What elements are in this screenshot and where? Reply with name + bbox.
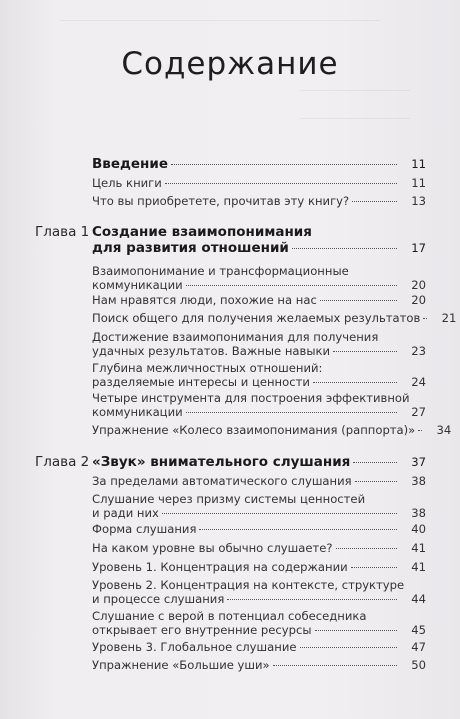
toc-entry (92, 423, 452, 437)
leader-dots (165, 183, 397, 184)
toc-page-number: 38 (411, 474, 426, 488)
toc-entry (92, 391, 426, 419)
leader-dots (292, 248, 397, 249)
toc-entry-label: открывает его внутренние ресурсы (92, 623, 312, 637)
toc-entry-label: Упражнение «Колесо взаимопонимания (раппорта)» (92, 423, 416, 437)
leader-dots (315, 630, 397, 631)
toc-page-number: 20 (411, 278, 426, 292)
toc-entry-label: и процессе слушания (92, 592, 225, 606)
toc-entry (92, 194, 426, 208)
toc-entry-label: коммуникации (92, 405, 183, 419)
toc-entry (92, 560, 426, 574)
toc-entry-label: За пределами автоматического слушания (92, 474, 352, 488)
toc-page-number: 27 (411, 405, 426, 419)
toc-entry-label: На каком уровне вы обычно слушаете? (92, 541, 333, 555)
toc-entry-line: Уровень 2. Концентрация на контексте, структуре (92, 578, 405, 592)
toc-page-number: 13 (411, 194, 426, 208)
toc-entry (92, 264, 426, 292)
toc-page-number: 20 (411, 293, 426, 307)
leader-dots (313, 382, 397, 383)
toc-entry-label: и ради них (92, 506, 159, 520)
toc-page-number: 41 (411, 541, 426, 555)
toc-page-number: 11 (411, 157, 426, 171)
toc-entry (92, 640, 426, 654)
toc-page-number: 38 (411, 506, 426, 520)
leader-dots (352, 201, 397, 202)
toc-entry-label: Форма слушания (92, 522, 197, 536)
leader-dots (336, 548, 398, 549)
toc-entry (92, 293, 426, 307)
toc-page-number: 21 (441, 311, 457, 325)
toc-entry-label: коммуникации (92, 278, 183, 292)
leader-dots (300, 647, 398, 648)
toc-entry-label: «Звук» внимательного слушания (92, 454, 351, 470)
toc-page-number: 24 (411, 375, 426, 389)
page-title: Содержание (121, 46, 339, 82)
toc-page-number: 47 (411, 640, 426, 654)
toc-page-number: 45 (411, 623, 426, 637)
toc-entry (92, 474, 426, 488)
toc-entry-label: Нам нравятся люди, похожие на нас (92, 293, 317, 307)
leader-dots (186, 412, 397, 413)
toc-entry-line: Достижение взаимопонимания для получения (92, 330, 379, 344)
leader-dots (418, 430, 422, 431)
toc-entry-label: Что вы приобретете, прочитав эту книгу? (92, 194, 350, 208)
toc-entry-line: Слушание с верой в потенциал собеседника (92, 609, 367, 623)
toc-entry (92, 361, 426, 389)
toc-entry (92, 609, 426, 637)
toc-entry-label: Поиск общего для получения желаемых результатов (92, 311, 421, 325)
leader-dots (273, 665, 397, 666)
toc-entry (92, 330, 426, 358)
toc-entry-line: Взаимопонимание и трансформационные (92, 264, 349, 278)
toc-entry (92, 176, 426, 190)
toc-entry-line: Четыре инструмента для построения эффективной (92, 391, 410, 405)
leader-dots (353, 462, 397, 463)
bleed-through (60, 20, 380, 21)
toc-entry (92, 492, 426, 520)
toc-entry (92, 541, 426, 555)
toc-page-number: 44 (411, 592, 426, 606)
toc-entry-label: Уровень 1. Концентрация на содержании (92, 560, 348, 574)
toc-entry-label: удачных результатов. Важные навыки (92, 344, 331, 358)
toc-entry (92, 311, 457, 325)
toc-entry-label: для развития отношений (92, 240, 289, 256)
leader-dots (227, 599, 397, 600)
leader-dots (162, 513, 397, 514)
chapter-title (92, 224, 426, 256)
toc-page-number: 17 (411, 241, 426, 255)
leader-dots (199, 529, 397, 530)
toc-entry-line: Слушание через призму системы ценностей (92, 492, 366, 506)
toc-page-number: 37 (411, 455, 426, 469)
toc-page-number: 11 (411, 176, 426, 190)
toc-entry-label: Введение (92, 156, 168, 172)
chapter-label: Глава 2 (35, 454, 90, 470)
leader-dots (333, 351, 397, 352)
leader-dots (351, 567, 397, 568)
toc-entry-label: Цель книги (92, 176, 162, 190)
leader-dots (355, 481, 397, 482)
toc-page-number: 41 (411, 560, 426, 574)
toc-entry-line: Создание взаимопонимания (92, 224, 312, 240)
chapter-title (92, 454, 426, 470)
leader-dots (186, 285, 397, 286)
toc-page-number: 34 (436, 423, 452, 437)
bleed-through (300, 118, 410, 119)
chapter-label: Глава 1 (35, 224, 90, 240)
leader-dots (320, 300, 397, 301)
toc-entry (92, 578, 426, 606)
toc-entry-label: Упражнение «Большие уши» (92, 658, 270, 672)
toc-entry (92, 658, 426, 672)
bleed-through (300, 90, 410, 91)
toc-page-number: 40 (411, 522, 426, 536)
toc-page-number: 23 (411, 344, 426, 358)
leader-dots (423, 318, 427, 319)
toc-entry-line: Глубина межличностных отношений: (92, 361, 323, 375)
toc-page-number: 50 (411, 658, 426, 672)
leader-dots (171, 164, 397, 165)
toc-entry (92, 522, 426, 536)
toc-entry-label: Уровень 3. Глобальное слушание (92, 640, 297, 654)
toc-entry-intro (92, 156, 426, 172)
toc-entry-label: разделяемые интересы и ценности (92, 375, 310, 389)
